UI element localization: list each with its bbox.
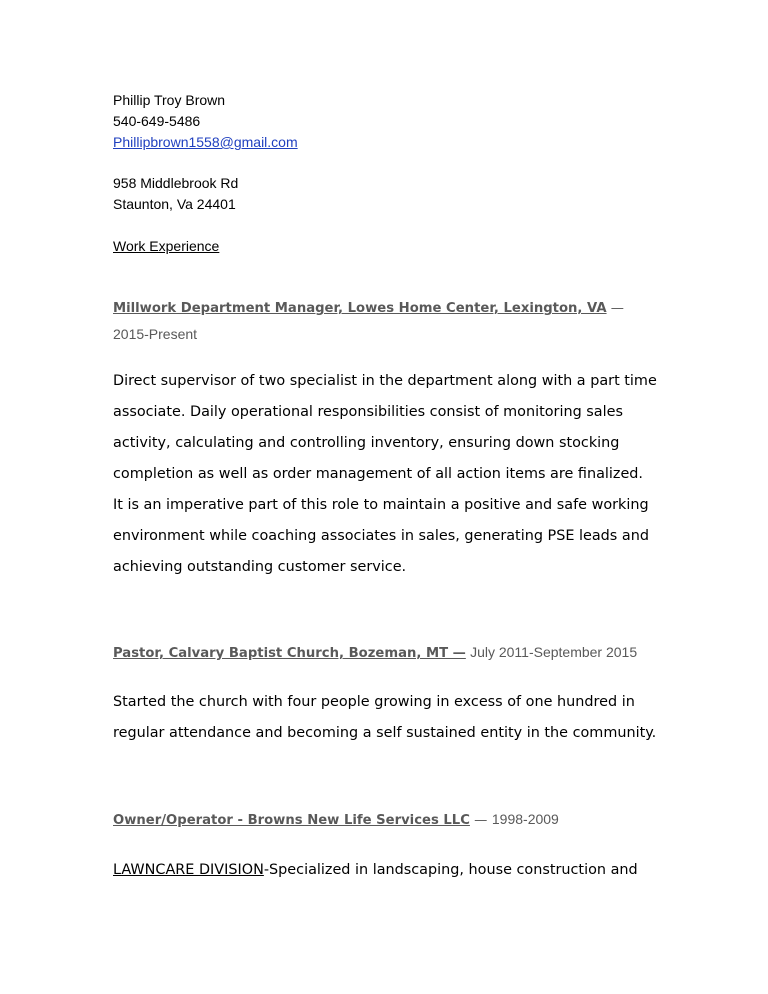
description-line: environment while coaching associates in sales, generating PSE leads and [113,528,649,544]
description-line: achieving outstanding customer service. [113,559,407,575]
description-line: Direct supervisor of two specialist in the department along with a part time [113,373,657,389]
job-heading [113,300,624,318]
contact-phone: 540-649-5486 [113,113,201,129]
job-dash: — [469,813,488,828]
description-line: Started the church with four people growing in excess of one hundred in [113,694,635,710]
job-title: Millwork Department Manager, Lowes Home Center, Lexington, VA [113,301,607,316]
job-heading [113,810,559,830]
job-date: July 2011-September 2015 [470,644,638,660]
job-description [113,687,656,749]
job-description [113,366,657,583]
job-heading [113,643,637,663]
job-dash: — [606,301,624,316]
description-line: It is an imperative part of this role to maintain a positive and safe working [113,497,649,513]
contact-name: Phillip Troy Brown [113,92,226,108]
job-title: Owner/Operator - Browns New Life Services LLC [113,813,470,828]
job-description [113,855,638,886]
address-line-1: 958 Middlebrook Rd [113,175,239,191]
section-heading-work-experience: Work Experience [113,238,220,254]
contact-email-link[interactable]: Phillipbrown1558@gmail.com [113,134,298,150]
job-date: 2015-Present [113,326,198,342]
division-label: LAWNCARE DIVISION [113,862,264,878]
job-date: 1998-2009 [491,811,559,827]
address-line-2: Staunton, Va 24401 [113,196,236,212]
job-title: Pastor, Calvary Baptist Church, Bozeman, MT — [113,646,466,661]
description-line: completion as well as order management of all action items are finalized. [113,466,644,482]
description-line: regular attendance and becoming a self sustained entity in the community. [113,725,657,741]
description-line: -Specialized in landscaping, house construction and [263,862,638,878]
description-line: associate. Daily operational responsibilities consist of monitoring sales [113,404,623,420]
description-line: activity, calculating and controlling inventory, ensuring down stocking [113,435,620,451]
